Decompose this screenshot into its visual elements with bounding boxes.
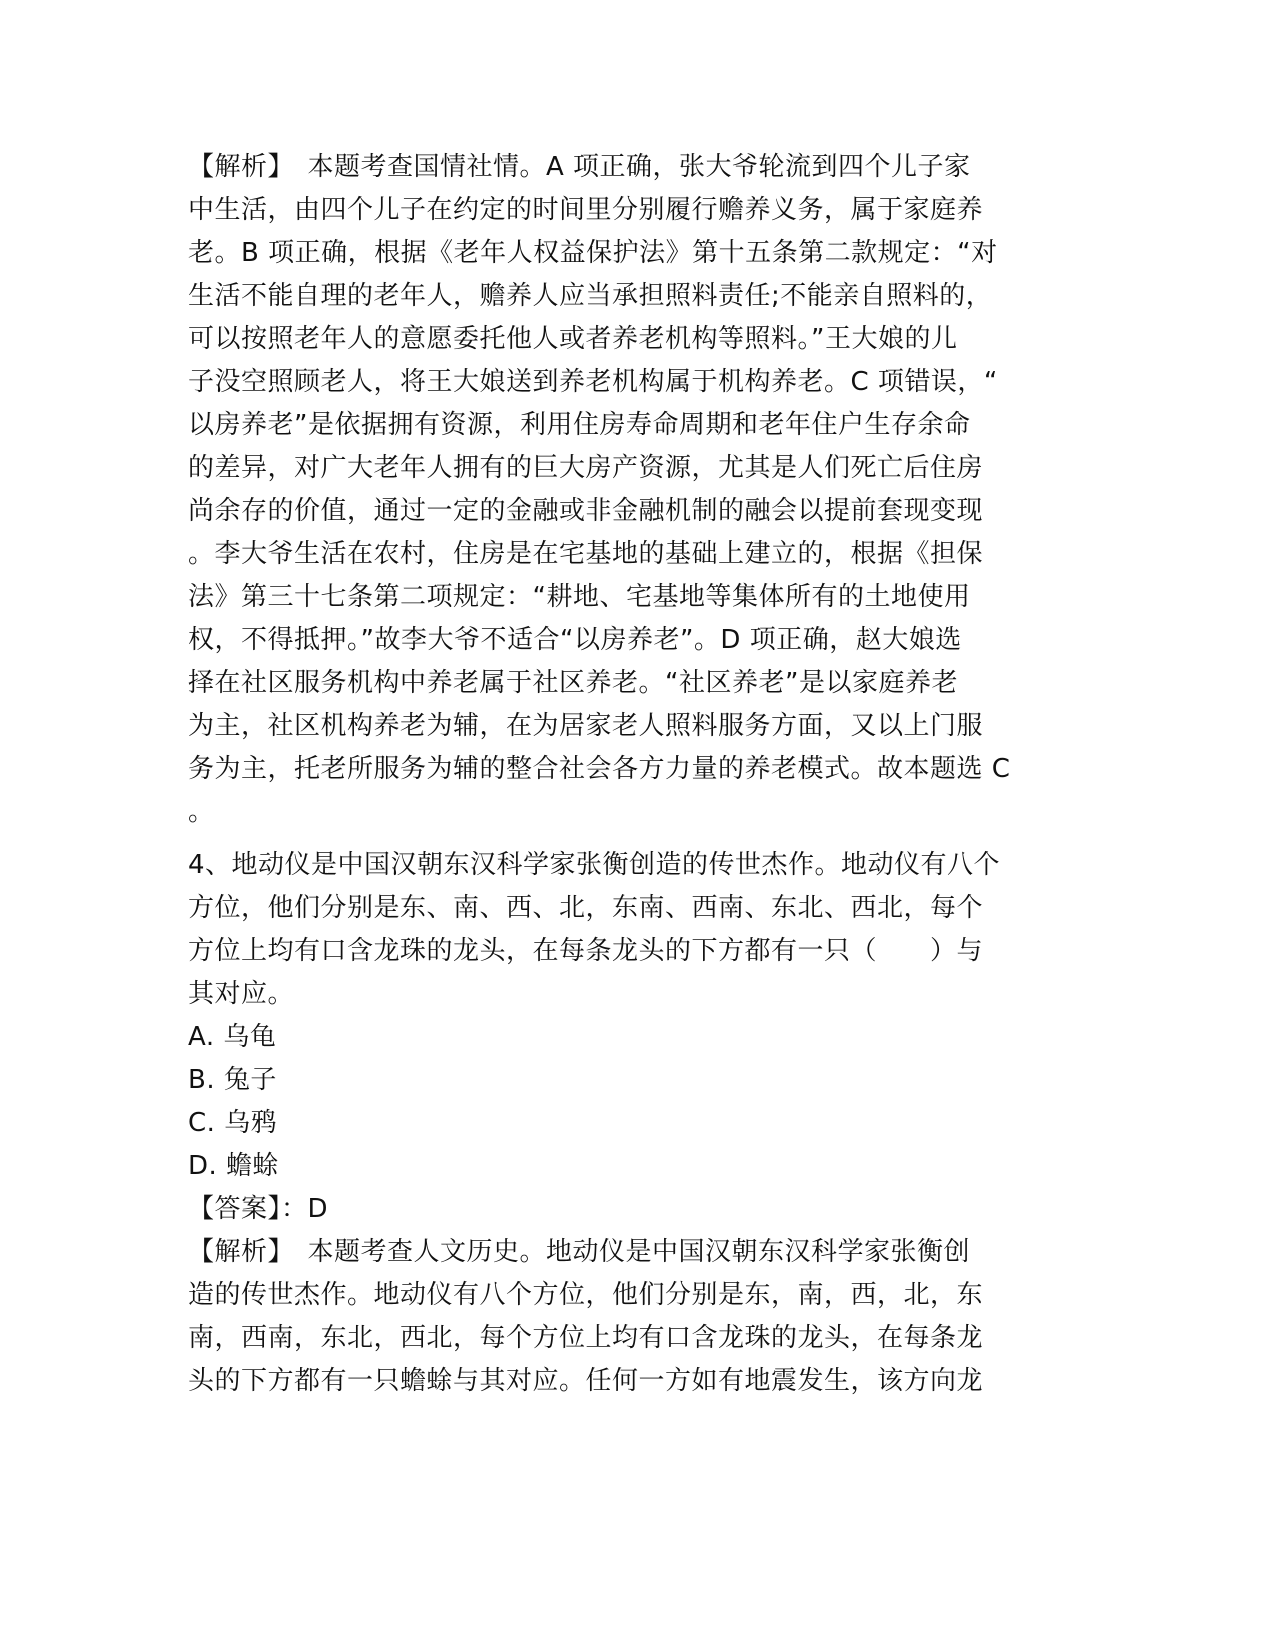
option-c: C. 乌鸦 (188, 1108, 278, 1138)
text-line: 老。B 项正确，根据《老年人权益保护法》第十五条第二款规定：“对 (188, 238, 998, 268)
document-body (188, 146, 1093, 1403)
option-a: A. 乌龟 (188, 1022, 277, 1052)
text-line: 子没空照顾老人，将王大娘送到养老机构属于机构养老。C 项错误，“ (188, 367, 998, 397)
question-stem-line: 4、地动仪是中国汉朝东汉科学家张衡创造的传世杰作。地动仪有八个 (188, 850, 1001, 880)
text-line: 。 (188, 797, 215, 827)
text-line: 生活不能自理的老年人，赡养人应当承担照料责任;不能亲自照料的， (188, 281, 993, 311)
text-line: 【解析】 本题考查国情社情。A 项正确，张大爷轮流到四个儿子家 (188, 152, 971, 182)
option-d: D. 蟾蜍 (188, 1151, 280, 1181)
question-stem-line: 其对应。 (188, 979, 295, 1009)
text-line: 可以按照老年人的意愿委托他人或者养老机构等照料。”王大娘的儿 (188, 324, 958, 354)
question-stem-line: 方位上均有口含龙珠的龙头，在每条龙头的下方都有一只（ ）与 (188, 936, 984, 966)
analysis-line: 南，西南，东北，西北，每个方位上均有口含龙珠的龙头，在每条龙 (188, 1323, 984, 1353)
text-line: 的差异，对广大老年人拥有的巨大房产资源，尤其是人们死亡后住房 (188, 453, 984, 483)
text-line: 。李大爷生活在农村，住房是在宅基地的基础上建立的，根据《担保 (188, 539, 984, 569)
text-line: 为主，社区机构养老为辅，在为居家老人照料服务方面，又以上门服 (188, 711, 984, 741)
analysis-line: 【解析】 本题考查人文历史。地动仪是中国汉朝东汉科学家张衡创 (188, 1237, 971, 1267)
analysis-line: 造的传世杰作。地动仪有八个方位，他们分别是东，南，西，北，东 (188, 1280, 984, 1310)
text-line: 中生活，由四个儿子在约定的时间里分别履行赡养义务，属于家庭养 (188, 195, 984, 225)
text-line: 以房养老”是依据拥有资源，利用住房寿命周期和老年住户生存余命 (188, 410, 971, 440)
text-line: 择在社区服务机构中养老属于社区养老。“社区养老”是以家庭养老 (188, 668, 958, 698)
answer-line: 【答案】：D (188, 1194, 329, 1224)
analysis-line: 头的下方都有一只蟾蜍与其对应。任何一方如有地震发生，该方向龙 (188, 1366, 984, 1396)
question-4 (188, 844, 1093, 1403)
text-line: 务为主，托老所服务为辅的整合社会各方力量的养老模式。故本题选 C (188, 754, 1011, 784)
option-b: B. 兔子 (188, 1065, 277, 1095)
text-line: 权，不得抵押。”故李大爷不适合“以房养老”。D 项正确，赵大娘选 (188, 625, 962, 655)
previous-analysis-paragraph (188, 146, 1093, 834)
text-line: 法》第三十七条第二项规定：“耕地、宅基地等集体所有的土地使用 (188, 582, 971, 612)
question-stem-line: 方位，他们分别是东、南、西、北，东南、西南、东北、西北，每个 (188, 893, 984, 923)
text-line: 尚余存的价值，通过一定的金融或非金融机制的融会以提前套现变现 (188, 496, 984, 526)
